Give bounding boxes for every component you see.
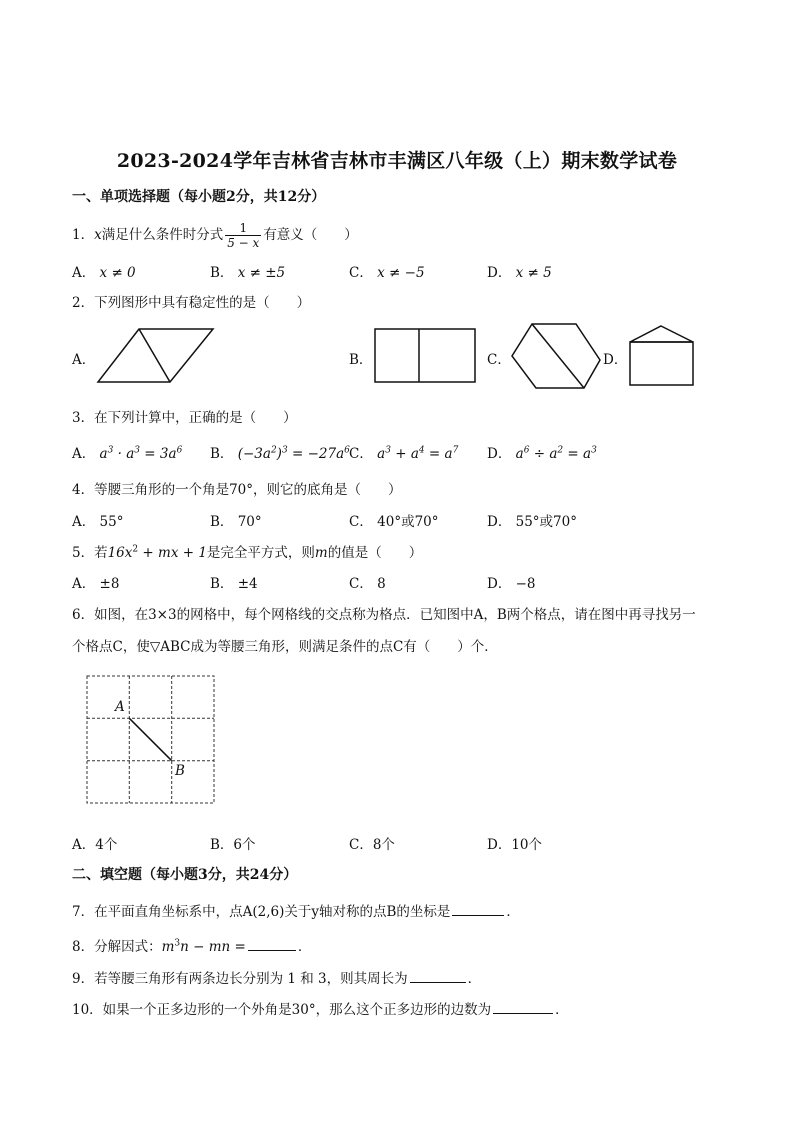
q2-option-d-label: D． xyxy=(603,352,628,368)
q6-option-a: A．4个 xyxy=(72,837,118,853)
q2-option-c-label: C． xyxy=(487,352,511,368)
section-heading-fill-in: 二、填空题（每小题3分，共24分） xyxy=(72,867,298,883)
q1-option-d: D． x ≠ 5 xyxy=(487,265,552,281)
question-7: 7．在平面直角坐标系中，点A(2,6)关于y轴对称的点B的坐标是 ． xyxy=(72,904,520,920)
q3-option-b: B． $(-3a^2)^3 = -27a^6$ xyxy=(210,445,350,462)
answer-blank[interactable] xyxy=(493,1001,553,1014)
section-heading-choice: 一、单项选择题（每小题2分，共12分） xyxy=(72,189,326,205)
grid-figure-3x3 xyxy=(86,675,216,805)
fraction: $\frac{1}{5 - x}$ xyxy=(227,221,260,250)
question-5: 5．若$16x^2$ + mx + 1是完全平方式，则m的值是（ ） xyxy=(72,544,423,561)
q1-option-c: C． x ≠ −5 xyxy=(349,265,425,281)
question-2: 2．下列图形中具有稳定性的是（ ） xyxy=(72,295,311,311)
q5-option-a: A． ±8 xyxy=(72,576,120,592)
question-1: 1．x满足什么条件时分式 $\frac{1}{5 - x}$ 有意义（ ） xyxy=(72,221,358,250)
question-10: 10．如果一个正多边形的一个外角是30°，那么这个正多边形的边数为 ． xyxy=(72,1002,569,1018)
q6-option-c: C．8个 xyxy=(349,837,395,853)
q5-option-c: C． 8 xyxy=(349,576,386,592)
q2-option-a-label: A． xyxy=(72,352,96,368)
q5-option-d: D． −8 xyxy=(487,576,536,592)
q4-option-a: A． 55° xyxy=(72,514,124,530)
q1-option-b: B． x ≠ ±5 xyxy=(210,265,286,281)
q5-option-b: B． ±4 xyxy=(210,576,258,592)
point-a-label: A xyxy=(115,699,125,715)
figure-parallelogram-with-diagonal xyxy=(96,327,216,385)
answer-blank[interactable] xyxy=(248,938,296,951)
q4-option-b: B． 70° xyxy=(210,514,262,530)
figure-divided-rectangle xyxy=(373,328,477,384)
q4-option-c: C． 40°或70° xyxy=(349,514,439,530)
q1-option-a: A． x ≠ 0 xyxy=(72,265,136,281)
q6-option-d: D．10个 xyxy=(487,837,543,853)
question-6-line-1: 6．如图，在3×3的网格中，每个网格线的交点称为格点．已知图中A，B两个格点，请在图中再寻找另一 xyxy=(72,607,696,623)
q2-option-b-label: B． xyxy=(349,352,373,368)
question-6-line-2: 个格点C，使▽ABC成为等腰三角形，则满足条件的点C有（ ）个． xyxy=(72,639,498,655)
question-4: 4．等腰三角形的一个角是70°，则它的底角是（ ） xyxy=(72,482,402,498)
question-3: 3．在下列计算中，正确的是（ ） xyxy=(72,410,297,426)
point-b-label: B xyxy=(175,763,185,779)
answer-blank[interactable] xyxy=(452,903,504,916)
q6-option-b: B．6个 xyxy=(210,837,256,853)
q3-option-c: C． $a^3 + a^4 = a^7$ xyxy=(349,445,459,462)
figure-hexagon-with-diagonal xyxy=(510,322,604,392)
figure-house-shape xyxy=(628,324,696,388)
page-title: 2023-2024学年吉林省吉林市丰满区八年级（上）期末数学试卷 xyxy=(116,150,678,172)
q4-option-d: D． 55°或70° xyxy=(487,514,577,530)
answer-blank[interactable] xyxy=(410,970,466,983)
q3-option-d: D． $a^6 \div a^2 = a^3$ xyxy=(487,445,597,462)
q3-option-a: A． $a^3 \cdot a^3 = 3a^6$ xyxy=(72,445,183,462)
segment-ab xyxy=(129,718,171,760)
question-8: 8．分解因式：$m^3n$ − mn = ． xyxy=(72,938,312,955)
question-9: 9．若等腰三角形有两条边长分别为 1 和 3，则其周长为 ． xyxy=(72,971,482,987)
